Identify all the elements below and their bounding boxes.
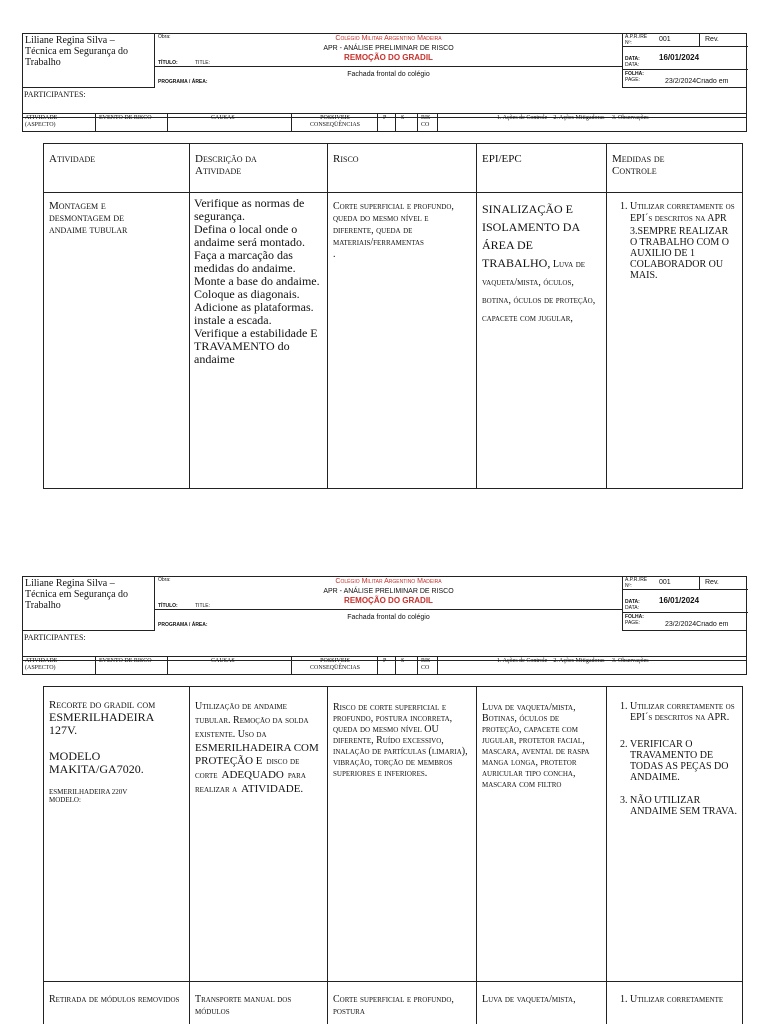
col-consequencias-2: POSSIVEIS CONSEQÜÊNCIAS: [309, 658, 360, 671]
folha-label-2: FOLHA:: [625, 614, 644, 620]
header-medidas: Medidas de Controle: [612, 153, 665, 177]
col-atividade: ATIVIDADE (ASPECTO): [25, 115, 58, 128]
school-name: Colégio Militar Argentino Madeira: [335, 35, 442, 42]
titulo-label-2: TÍTULO:: [158, 603, 178, 609]
col-risco-2: RIS CO: [421, 658, 431, 671]
programa-label-2: PROGRAMA / ÁREA:: [158, 622, 208, 628]
area-text: Fachada frontal do colégio: [347, 71, 430, 78]
page-label-2: PAGE:: [625, 620, 640, 626]
title-label: TITLE:: [195, 60, 211, 66]
table1-frame: [43, 143, 743, 489]
col-p-2: P: [383, 658, 387, 664]
column-strip-2: [22, 656, 747, 675]
author-text-2: Liliane Regina Silva – Técnica em Segurança do Trabalho: [25, 578, 129, 611]
col-acoes-2: 1. Ações de Controle 2. Ações Mitigadoras 3. Observações: [497, 658, 649, 664]
row3-descricao: Transporte manual dos módulos: [195, 994, 292, 1017]
titulo-label: TÍTULO:: [158, 60, 178, 66]
row1-epi-signage: SINALIZAÇÃO E ISOLAMENTO DA ÁREA DE TRABALHO,: [482, 202, 580, 270]
title-box-2: [155, 576, 622, 631]
col-acoes: 1. Ações de Controle 2. Ações Mitigadoras 3. Observações: [497, 115, 649, 121]
row1-atividade: Montagem e desmontagem de andaime tubular: [49, 200, 128, 236]
rev-label-2: Rev.: [705, 579, 719, 586]
row2-descricao-d: ADEQUADO: [221, 769, 284, 781]
no-label: Nº:: [625, 40, 632, 46]
row2-medida-2: 2. VERIFICAR O TRAVAMENTO DE TODAS AS PEÇAS DO ANDAIME.: [630, 739, 738, 783]
row2-epi: Luva de vaqueta/mista, Botinas, óculos de proteção, capacete com jugular, protetor facial, mascara, avental de raspa manga longa, protetor auricular tipo concha, mascara com filtro: [482, 702, 590, 790]
row2-descricao-b: ESMERILHADEIRA COM PROTEÇÃO E: [195, 742, 319, 767]
author-text: Liliane Regina Silva – Técnica em Segurança do Trabalho: [25, 35, 129, 68]
row2-descricao-e: para realizar a: [195, 770, 306, 795]
data-label: DATA:: [625, 56, 640, 62]
author-box: [22, 33, 155, 88]
col-evento-2: EVENTO DE RISCO: [99, 658, 152, 664]
date-label: DATA:: [625, 62, 639, 68]
col-causas: CAUSAS: [211, 115, 235, 121]
col-risco: RIS CO: [421, 115, 431, 128]
obra-label: Obra:: [158, 34, 171, 40]
apr-no-label-2: A.P.R./RE: [625, 577, 648, 583]
date-label-2: DATA:: [625, 605, 639, 611]
row1-descricao: Verifique as normas de segurança. Defina o local onde o andaime será montado. Faça a marcação das medidas do andaime. Monte a base do andaime. Coloque as diagonais. Adicione as plataformas. instale a escada. Verifique a estabilidade E TRAVAMENTO do andaime: [194, 196, 320, 366]
row2-atividade-d: ESMERILHADEIRA 220V MODELO:: [49, 788, 128, 804]
row3-medida-1: 1. Utilizar corretamente: [630, 994, 738, 1006]
col-s: S: [401, 115, 405, 121]
col-consequencias: POSSIVEIS CONSEQÜÊNCIAS: [309, 115, 360, 128]
meta-box: [622, 33, 747, 88]
header-epi-epc: EPI/EPC: [482, 153, 522, 165]
header-descricao: Descrição da Atividade: [195, 153, 257, 177]
data-label-2: DATA:: [625, 599, 640, 605]
col-s-2: S: [401, 658, 405, 664]
participants-label-2: PARTICIPANTES:: [24, 633, 86, 642]
row1-risco: Corte superficial e profundo, queda do mesmo nível e diferente, queda de materiais/ferramentas .: [333, 201, 454, 260]
date-value-2: 16/01/2024: [659, 596, 700, 605]
apr-no-label: A.P.R./RE: [625, 34, 648, 40]
row2-atividade-c: MODELO MAKITA/GA7020.: [49, 749, 144, 776]
row3-atividade: Retirada de módulos removidos: [49, 994, 180, 1005]
page-label: PAGE:: [625, 77, 640, 83]
row3-epi: Luva de vaqueta/mista,: [482, 994, 576, 1005]
title-box: [155, 33, 622, 88]
apr-number-2: 001: [659, 579, 671, 586]
row1-medidas: [607, 199, 743, 283]
row2-atividade: [44, 697, 189, 806]
programa-label: PROGRAMA / ÁREA:: [158, 79, 208, 85]
row2-risco: Risco de corte superficial e profundo, postura incorreta, queda do mesmo nível OU diferente, Ruído excessivo, inalação de partículas (limaria), vibração, torção de membros superiores e inferiores.: [333, 702, 468, 779]
meta-box-2: [622, 576, 747, 631]
no-label-2: Nº:: [625, 583, 632, 589]
row1-epi-items: Luva de vaqueta/mista, óculos, botina, óculos de proteção, capacete com jugular,: [482, 259, 596, 324]
row3-risco: Corte superficial e profundo, postura: [333, 994, 454, 1017]
participants-label: PARTICIPANTES:: [24, 90, 86, 99]
row2-descricao: [190, 697, 327, 798]
school-name-2: Colégio Militar Argentino Madeira: [335, 578, 442, 585]
row2-descricao-a: Utilização de andaime tubular. Remoção da solda existente. Uso da: [195, 701, 309, 740]
header-risco: Risco: [333, 153, 359, 165]
apr-title-2: APR - ANÁLISE PRELIMINAR DE RISCO: [323, 588, 454, 595]
row2-descricao-f: ATIVIDADE.: [241, 783, 304, 795]
created-text-2: 23/2/2024Criado em: [665, 621, 729, 628]
rev-label: Rev.: [705, 36, 719, 43]
header-atividade: Atividade: [49, 153, 96, 165]
doc-title-2: REMOÇÃO DO GRADIL: [344, 596, 433, 605]
row1-medida-1: 1. Utilizar corretamente os EPI´s descritos na APR: [630, 201, 738, 225]
row1-medida-3: 3.SEMPRE REALIZAR O TRABALHO COM O AUXILIO DE 1 COLABORADOR OU MAIS.: [630, 226, 729, 281]
row2-atividade-b: ESMERILHADEIRA 127V.: [49, 710, 154, 737]
apr-title: APR - ANÁLISE PRELIMINAR DE RISCO: [323, 45, 454, 52]
col-evento: EVENTO DE RISCO: [99, 115, 152, 121]
column-strip: [22, 113, 747, 132]
apr-number: 001: [659, 36, 671, 43]
area-text-2: Fachada frontal do colégio: [347, 614, 430, 621]
doc-title: REMOÇÃO DO GRADIL: [344, 53, 433, 62]
row2-medida-1: 1. Utilizar corretamente os EPI´s descritos na APR.: [630, 701, 738, 723]
row2-atividade-a: Recorte do gradil com: [49, 699, 156, 711]
row3-medidas: [607, 992, 743, 1018]
row2-medida-3: 3. NÃO UTILIZAR ANDAIME SEM TRAVA.: [630, 795, 738, 817]
row2-medidas: [607, 699, 743, 829]
col-atividade-2: ATIVIDADE (ASPECTO): [25, 658, 58, 671]
row2-descricao-c: disco de corte: [195, 756, 300, 781]
title-label-2: TITLE:: [195, 603, 211, 609]
folha-label: FOLHA:: [625, 71, 644, 77]
obra-label-2: Obra:: [158, 577, 171, 583]
date-value: 16/01/2024: [659, 53, 700, 62]
col-p: P: [383, 115, 387, 121]
created-text: 23/2/2024Criado em: [665, 78, 729, 85]
author-box-2: [22, 576, 155, 631]
col-causas-2: CAUSAS: [211, 658, 235, 664]
row1-epi: [477, 198, 606, 328]
